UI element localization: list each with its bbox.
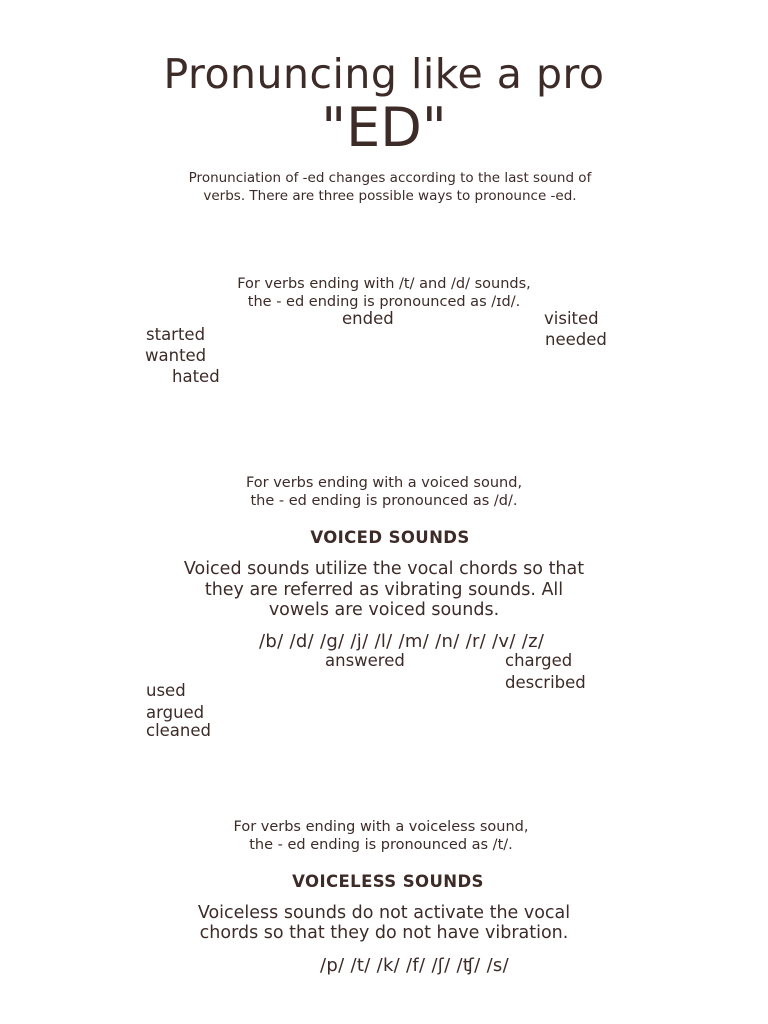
example-word-answered: answered — [325, 651, 405, 670]
voiced-desc-line-1: Voiced sounds utilize the vocal chords so that — [183, 559, 585, 579]
example-word-needed: needed — [545, 330, 607, 349]
example-word-argued: argued — [146, 703, 205, 722]
intro-line-2: verbs. There are three possible ways to pronounce -ed. — [203, 188, 577, 204]
voiceless-phonemes: /p/ /t/ /k/ /f/ /ʃ/ /ʧ/ /s/ — [320, 955, 509, 976]
intro-line-1: Pronunciation of -ed changes according to the last sound of — [188, 170, 592, 186]
rule-t-line-2: the - ed ending is pronounced as /t/. — [249, 837, 513, 853]
page-title: Pronuncing like a pro — [163, 50, 605, 98]
example-word-started: started — [146, 325, 206, 344]
rule-id-line-1: For verbs ending with /t/ and /d/ sounds, — [237, 276, 531, 292]
example-word-hated: hated — [172, 367, 220, 386]
example-word-ended: ended — [342, 309, 394, 328]
page-subtitle: "ED" — [321, 96, 447, 159]
rule-t-line-1: For verbs ending with a voiceless sound, — [233, 819, 529, 835]
example-word-used: used — [146, 681, 186, 700]
voiced-phonemes: /b/ /d/ /g/ /j/ /l/ /m/ /n/ /r/ /v/ /z/ — [259, 631, 545, 652]
example-word-wanted: wanted — [145, 346, 207, 365]
example-word-charged: charged — [505, 651, 573, 670]
rule-d-line-2: the - ed ending is pronounced as /d/. — [250, 493, 518, 509]
voiced-desc-line-2: they are referred as vibrating sounds. All — [204, 580, 564, 600]
example-word-described: described — [505, 673, 586, 692]
voiceless-sounds-heading: VOICELESS SOUNDS — [292, 872, 484, 891]
rule-d-line-1: For verbs ending with a voiced sound, — [245, 475, 523, 491]
voiced-desc-line-3: vowels are voiced sounds. — [268, 600, 500, 620]
rule-id-line-2: the - ed ending is pronounced as /ɪd/. — [247, 294, 521, 310]
example-word-cleaned: cleaned — [146, 721, 212, 740]
voiceless-desc-line-1: Voiceless sounds do not activate the vocal — [197, 903, 571, 923]
voiceless-desc-line-2: chords so that they do not have vibration. — [199, 923, 569, 943]
intro-paragraph — [90, 169, 690, 205]
voiced-sounds-heading: VOICED SOUNDS — [310, 528, 470, 547]
example-word-visited: visited — [544, 309, 599, 328]
